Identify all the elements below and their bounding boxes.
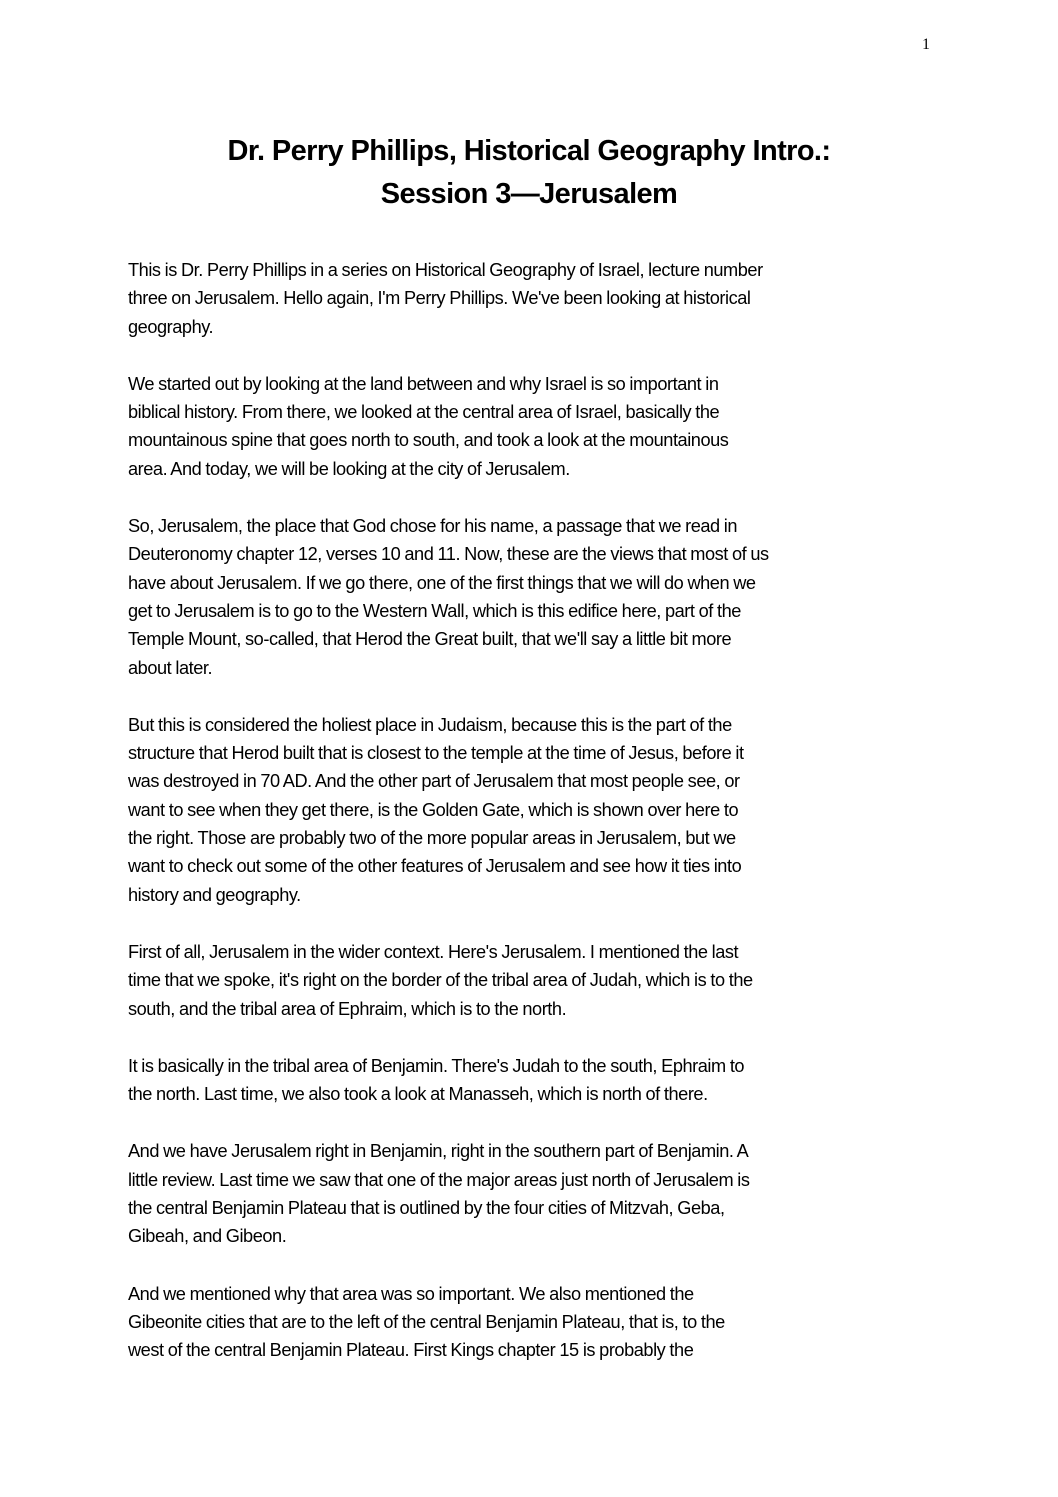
text-line: about later.: [128, 657, 213, 678]
text-line: was destroyed in 70 AD. And the other part of Jerusalem that most people see, or: [128, 771, 740, 792]
text-line: area. And today, we will be looking at the city of Jerusalem.: [128, 458, 570, 479]
text-line: get to Jerusalem is to go to the Western Wall, which is this edifice here, part of the: [128, 600, 741, 621]
text-line: Gibeah, and Gibeon.: [128, 1226, 287, 1247]
text-line: Gibeonite cities that are to the left of the central Benjamin Plateau, that is, to the: [128, 1311, 725, 1332]
text-line: little review. Last time we saw that one of the major areas just north of Jerusalem is: [128, 1169, 750, 1190]
text-line: But this is considered the holiest place in Judaism, because this is the part of the: [128, 714, 732, 735]
text-line: the north. Last time, we also took a look at Manasseh, which is north of there.: [128, 1084, 708, 1105]
text-line: three on Jerusalem. Hello again, I'm Perry Phillips. We've been looking at historical: [128, 288, 751, 309]
paragraph: [128, 711, 948, 909]
text-line: history and geography.: [128, 884, 301, 905]
text-line: It is basically in the tribal area of Benjamin. There's Judah to the south, Ephraim to: [128, 1055, 745, 1076]
text-line: Temple Mount, so-called, that Herod the Great built, that we'll say a little bit more: [128, 629, 732, 650]
text-line: the right. Those are probably two of the more popular areas in Jerusalem, but we: [128, 828, 736, 849]
paragraph: [128, 1052, 948, 1109]
text-line: geography.: [128, 316, 214, 337]
text-line: This is Dr. Perry Phillips in a series on Historical Geography of Israel, lecture number: [128, 260, 763, 280]
text-line: the central Benjamin Plateau that is outlined by the four cities of Mitzvah, Geba,: [128, 1198, 725, 1219]
text-line: Deuteronomy chapter 12, verses 10 and 11. Now, these are the views that most of us: [128, 544, 769, 565]
paragraph: [128, 512, 948, 682]
text-line: mountainous spine that goes north to south, and took a look at the mountainous: [128, 430, 729, 451]
text-line: want to check out some of the other features of Jerusalem and see how it ties into: [128, 856, 742, 877]
title-line: Session 3—Jerusalem: [380, 178, 678, 210]
document-body: [128, 256, 948, 1394]
text-line: time that we spoke, it's right on the border of the tribal area of Judah, which is to the: [128, 970, 753, 991]
text-line: have about Jerusalem. If we go there, one of the first things that we will do when we: [128, 572, 756, 593]
paragraph: [128, 938, 948, 1023]
text-line: want to see when they get there, is the Golden Gate, which is shown over here to: [128, 799, 739, 820]
text-line: First of all, Jerusalem in the wider context. Here's Jerusalem. I mentioned the last: [128, 941, 739, 962]
text-line: So, Jerusalem, the place that God chose for his name, a passage that we read in: [128, 516, 738, 537]
text-line: We started out by looking at the land between and why Israel is so important in: [128, 373, 719, 394]
text-line: south, and the tribal area of Ephraim, which is to the north.: [128, 998, 567, 1019]
text-line: And we have Jerusalem right in Benjamin, right in the southern part of Benjamin. A: [128, 1141, 749, 1162]
text-line: And we mentioned why that area was so important. We also mentioned the: [128, 1283, 694, 1304]
paragraph: [128, 1137, 948, 1250]
page-number: 1: [922, 36, 930, 53]
paragraph: [128, 1280, 948, 1365]
title-line: Dr. Perry Phillips, Historical Geography Intro.:: [227, 135, 831, 167]
paragraph: [128, 256, 948, 341]
text-line: west of the central Benjamin Plateau. First Kings chapter 15 is probably the: [128, 1340, 694, 1361]
text-line: structure that Herod built that is closest to the temple at the time of Jesus, before it: [128, 743, 744, 764]
text-line: biblical history. From there, we looked at the central area of Israel, basically the: [128, 402, 720, 423]
paragraph: [128, 370, 948, 483]
document-title: [0, 130, 1058, 216]
